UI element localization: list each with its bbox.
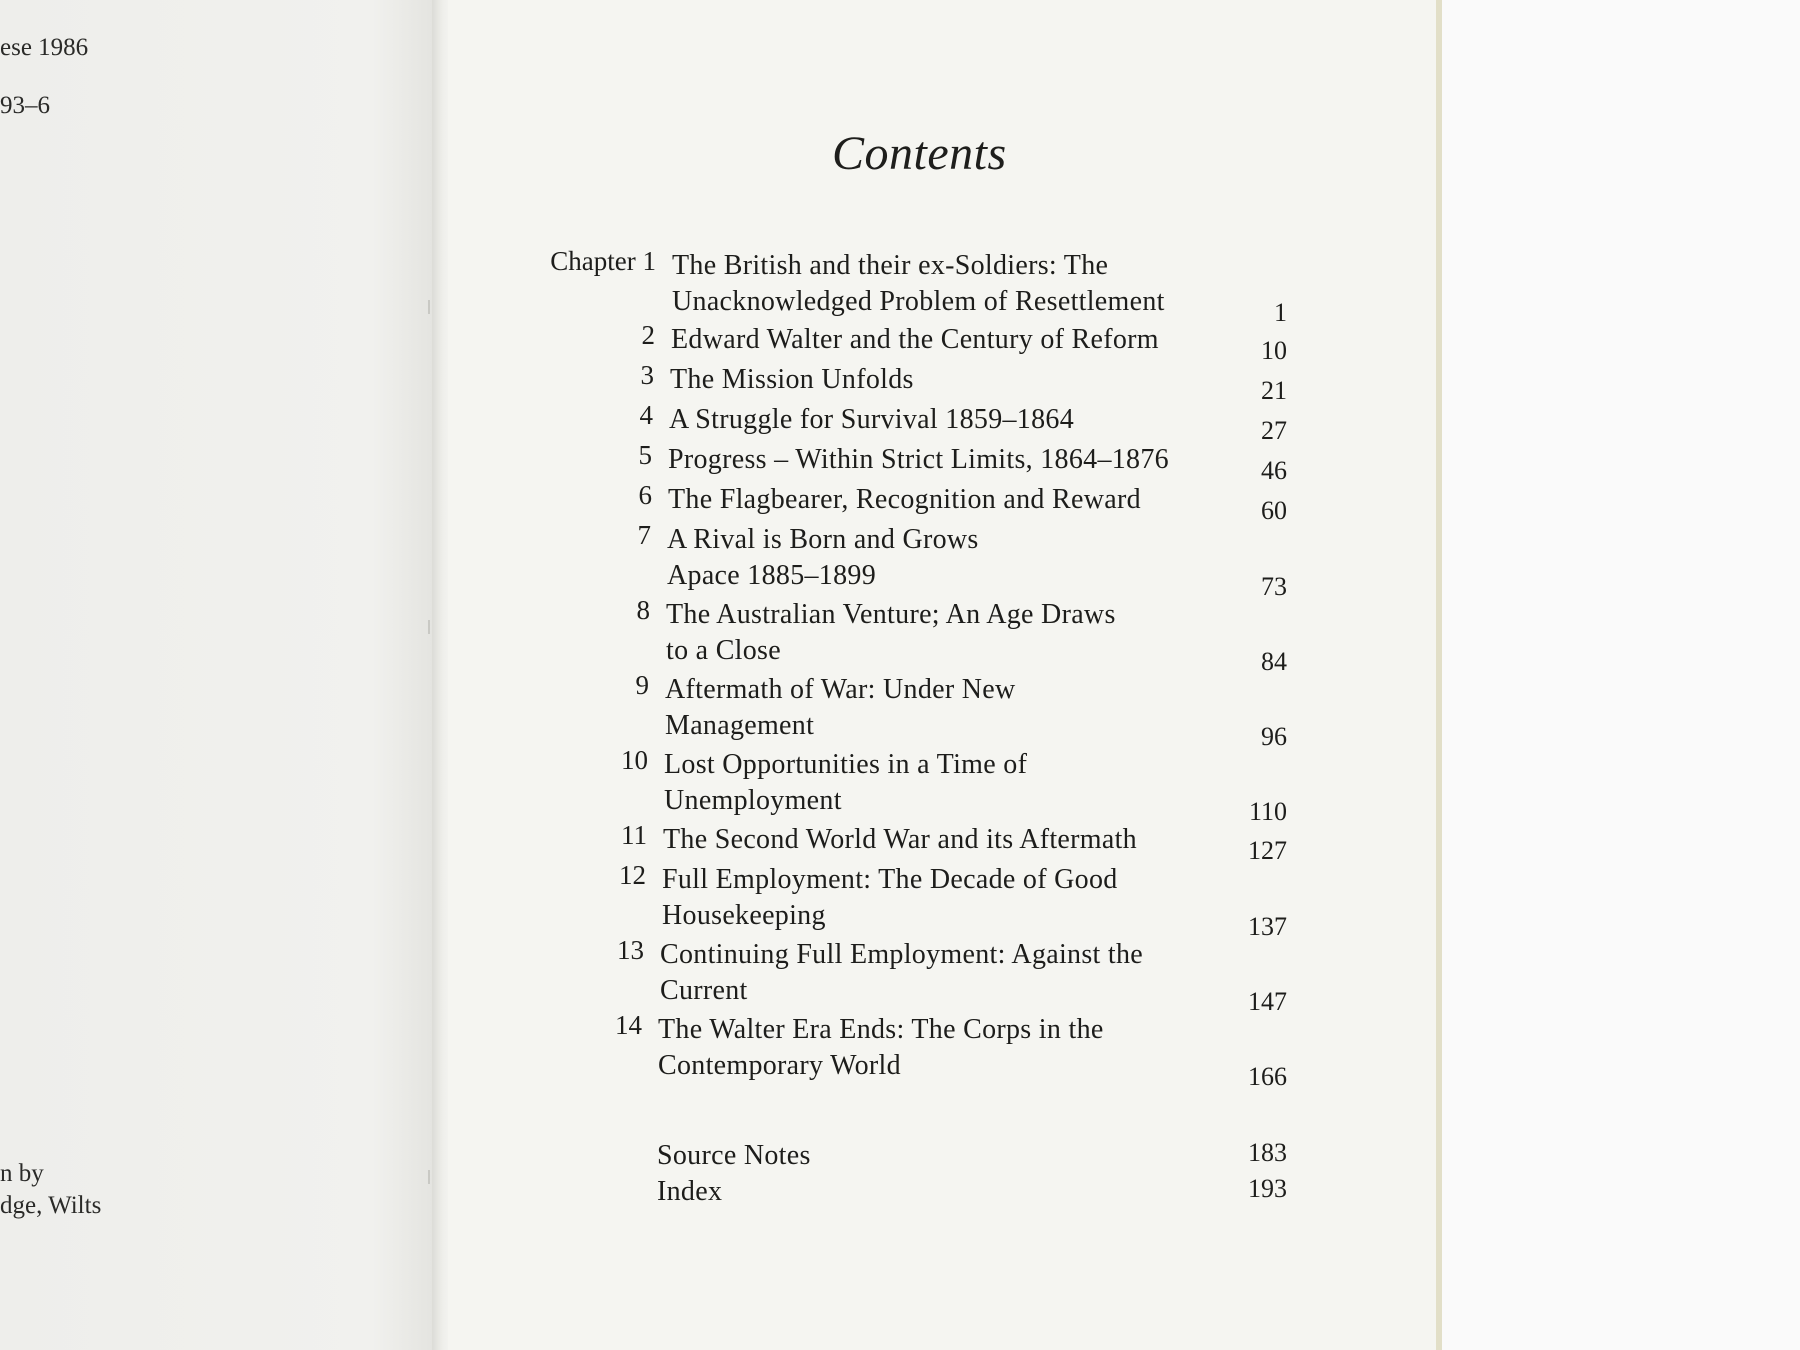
- backdrop: [1442, 0, 1800, 1350]
- binding-stitch: [428, 1170, 430, 1184]
- toc-page-number: 60: [1261, 496, 1287, 525]
- toc-entry-title: [672, 248, 1165, 320]
- toc-entry-title: [666, 597, 1116, 669]
- toc-entry-title-line: Apace 1885–1899: [667, 560, 877, 591]
- toc-entry-title-line: Housekeeping: [662, 900, 826, 931]
- toc-page-number: 84: [1261, 647, 1287, 676]
- toc-chapter-number: 14: [615, 1010, 642, 1040]
- toc-entry-title-line: The Mission Unfolds: [670, 364, 914, 395]
- toc-entry-title: [668, 482, 1141, 518]
- toc-page-number: 96: [1261, 722, 1287, 751]
- toc-entry-title: [660, 937, 1143, 1009]
- toc-chapter-number: 6: [638, 480, 652, 510]
- toc-page-number: 183: [1248, 1138, 1287, 1167]
- toc-entry-title: [657, 1138, 811, 1174]
- toc-entry-title: [667, 522, 979, 594]
- toc-entry-title-line: Unemployment: [664, 785, 842, 816]
- toc-entry-title-line: Progress – Within Strict Limits, 1864–1876: [668, 444, 1169, 475]
- toc-entry-title-line: Source Notes: [657, 1140, 811, 1171]
- left-page: [0, 0, 438, 1350]
- toc-page-number: 10: [1261, 336, 1287, 365]
- page-title: Contents: [832, 127, 1007, 180]
- toc-entry-title-line: The Flagbearer, Recognition and Reward: [668, 484, 1141, 515]
- toc-page-number: 137: [1248, 912, 1287, 941]
- toc-entry-title-line: Index: [657, 1176, 723, 1207]
- toc-page-number: 27: [1261, 416, 1287, 445]
- toc-entry-title-line: The Australian Venture; An Age Draws: [666, 599, 1116, 630]
- toc-chapter-number: 2: [641, 320, 655, 350]
- binding-stitch: [428, 620, 430, 634]
- left-page-fragment: n by: [0, 1160, 44, 1187]
- chapter-label: Chapter: [550, 246, 636, 276]
- toc-chapter-number: 7: [637, 520, 651, 550]
- toc-entry-title-line: Management: [665, 710, 815, 741]
- toc-entry-title-line: to a Close: [666, 635, 781, 666]
- left-page-fragment: ese 1986: [0, 34, 89, 61]
- toc-page-number: 1: [1274, 298, 1287, 327]
- toc-page-number: 193: [1248, 1174, 1287, 1203]
- toc-entry-title-line: The British and their ex-Soldiers: The: [672, 250, 1109, 281]
- toc-entry-title-line: A Rival is Born and Grows: [667, 524, 979, 555]
- toc-chapter-number: 3: [640, 360, 654, 390]
- toc-chapter-number: 10: [621, 745, 648, 775]
- toc-page-number: 46: [1261, 456, 1287, 485]
- toc-entry-title-line: Aftermath of War: Under New: [665, 674, 1016, 705]
- toc-entry-title-line: Continuing Full Employment: Against the: [660, 939, 1144, 970]
- toc-page-number: 73: [1261, 572, 1287, 601]
- toc-entry-title-line: Unacknowledged Problem of Resettlement: [672, 286, 1165, 317]
- toc-page-number: 110: [1248, 797, 1287, 826]
- left-page-fragment: 93–6: [0, 92, 50, 119]
- toc-entry-title-line: Full Employment: The Decade of Good: [662, 864, 1118, 895]
- toc-entry-title: [664, 747, 1027, 819]
- toc-entry-title: [670, 362, 914, 398]
- toc-entry-title: [657, 1174, 722, 1210]
- toc-entry-title: [663, 822, 1137, 858]
- toc-entry-title: [662, 862, 1118, 934]
- toc-page-number: 127: [1248, 836, 1287, 865]
- toc-entry-title-line: The Second World War and its Aftermath: [663, 824, 1137, 855]
- toc-entry-title: [668, 442, 1169, 478]
- toc-entry-title-line: Current: [660, 975, 748, 1006]
- toc-entry-title: [665, 672, 1016, 744]
- toc-chapter-number: 5: [638, 440, 652, 470]
- toc-chapter-number: 11: [621, 820, 647, 850]
- binding-stitch: [428, 300, 430, 314]
- toc-chapter-label: [550, 246, 656, 277]
- toc-entry-title: [658, 1012, 1104, 1084]
- toc-chapter-number: 1: [635, 246, 656, 276]
- toc-entry-title: [671, 322, 1159, 358]
- toc-page-number: 166: [1248, 1062, 1287, 1091]
- toc-page-number: 147: [1248, 987, 1287, 1016]
- toc-page-number: 21: [1261, 376, 1287, 405]
- toc-entry-title-line: A Struggle for Survival 1859–1864: [669, 404, 1074, 435]
- toc-chapter-number: 8: [636, 595, 650, 625]
- toc-entry-title: [669, 402, 1074, 438]
- toc-entry-title-line: Lost Opportunities in a Time of: [664, 749, 1028, 780]
- toc-chapter-number: 9: [635, 670, 649, 700]
- toc-entry-title-line: The Walter Era Ends: The Corps in the: [658, 1014, 1104, 1045]
- toc-entry-title-line: Contemporary World: [658, 1050, 901, 1081]
- toc-chapter-number: 4: [639, 400, 653, 430]
- toc-chapter-number: 13: [617, 935, 644, 965]
- left-page-fragment: dge, Wilts: [0, 1192, 102, 1219]
- toc-chapter-number: 12: [619, 860, 646, 890]
- toc-entry-title-line: Edward Walter and the Century of Reform: [671, 324, 1159, 355]
